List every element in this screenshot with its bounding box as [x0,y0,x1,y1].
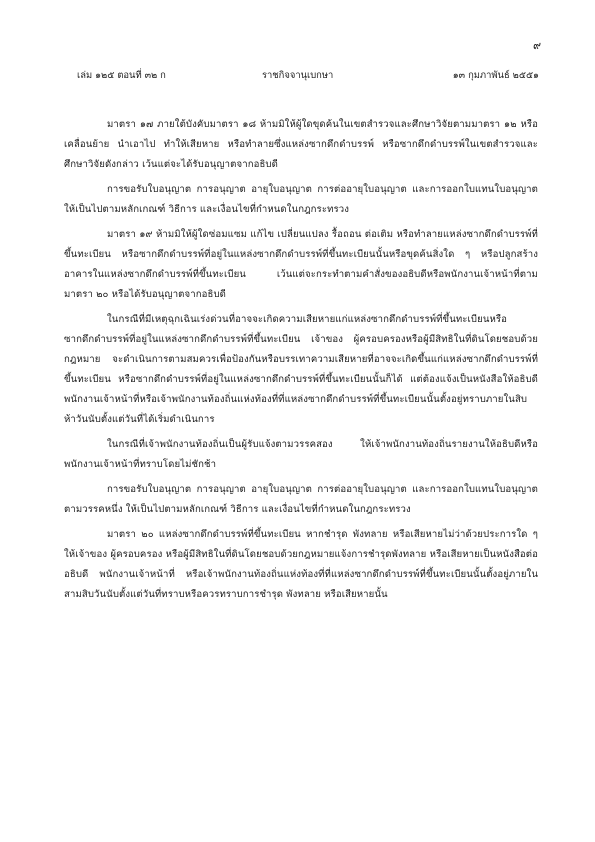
gazette-title: ราชกิจจานุเบกษา [262,70,334,81]
section-19-paragraph: มาตรา ๑๙ ห้ามมิให้ผู้ใดซ่อมแซม แก้ไข เปลี่ยนแปลง รื้อถอน ต่อเติม หรือทำลายแหล่งซากดึกดำบรรพ์ที่ขึ้นทะเบียน หรือซากดึกดำบรรพ์ที่อยู่ในแหล่งซากดึกดำบรรพ์ที่ขึ้นทะเบียนนั้นหรือขุดค้นสิ่งใด ๆ หรือปลูกสร้างอาคารในแหล่งซากดึกดำบรรพ์ที่ขึ้นทะเบียน เว้นแต่จะกระทำตามคำสั่งของอธิบดีหรือพนักงานเจ้าหน้าที่ตามมาตรา ๒๐ หรือได้รับอนุญาตจากอธิบดี [64,229,538,300]
gazette-header [77,68,539,84]
issue-number: เล่ม ๑๒๕ ตอนที่ ๓๒ ก [77,70,166,81]
publication-date: ๑๓ กุมภาพันธ์ ๒๕๕๑ [452,70,539,81]
section-17-paragraph: มาตรา ๑๗ ภายใต้บังคับมาตรา ๑๘ ห้ามมิให้ผู้ใดขุดค้นในเขตสำรวจและศึกษาวิจัยตามมาตรา ๑๒ หรือเคลื่อนย้าย นำเอาไป ทำให้เสียหาย หรือทำลายซึ่งแหล่งซากดึกดำบรรพ์ หรือซากดึกดำบรรพ์ในเขตสำรวจและศึกษาวิจัยดังกล่าว เว้นแต่จะได้รับอนุญาตจากอธิบดี [64,119,538,170]
section-19-license-paragraph: การขอรับใบอนุญาต การอนุญาต อายุใบอนุญาต การต่ออายุใบอนุญาต และการออกใบแทนใบอนุญาตตามวรรคหนึ่ง ให้เป็นไปตามหลักเกณฑ์ วิธีการ และเงื่อนไขที่กำหนดในกฎกระทรวง [64,484,538,515]
section-17-license-paragraph: การขอรับใบอนุญาต การอนุญาต อายุใบอนุญาต การต่ออายุใบอนุญาต และการออกใบแทนใบอนุญาต ให้เป็นไปตามหลักเกณฑ์ วิธีการ และเงื่อนไขที่กำหนดในกฎกระทรวง [64,184,538,215]
emergency-paragraph: ในกรณีที่มีเหตุฉุกเฉินเร่งด่วนที่อาจจะเกิดความเสียหายแก่แหล่งซากดึกดำบรรพ์ที่ขึ้นทะเบียนหรือซากดึกดำบรรพ์ที่อยู่ในแหล่งซากดึกดำบรรพ์ที่ขึ้นทะเบียน เจ้าของ ผู้ครอบครองหรือผู้มีสิทธิในที่ดินโดยชอบด้วยกฎหมาย จะดำเนินการตามสมควรเพื่อป้องกันหรือบรรเทาความเสียหายที่อาจจะเกิดขึ้นแก่แหล่งซากดึกดำบรรพ์ที่ขึ้นทะเบียน หรือซากดึกดำบรรพ์ที่อยู่ในแหล่งซากดึกดำบรรพ์ที่ขึ้นทะเบียนนั้นก็ได้ แต่ต้องแจ้งเป็นหนังสือให้อธิบดี พนักงานเจ้าหน้าที่หรือเจ้าพนักงานท้องถิ่นแห่งท้องที่ที่แหล่งซากดึกดำบรรพ์ที่ขึ้นทะเบียนนั้นตั้งอยู่ทราบภายในสิบห้าวันนับตั้งแต่วันที่ได้เริ่มดำเนินการ [64,314,538,425]
section-20-paragraph: มาตรา ๒๐ แหล่งซากดึกดำบรรพ์ที่ขึ้นทะเบียน หากชำรุด พังทลาย หรือเสียหายไม่ว่าด้วยประการใด ๆ ให้เจ้าของ ผู้ครอบครอง หรือผู้มีสิทธิในที่ดินโดยชอบด้วยกฎหมายแจ้งการชำรุดพังทลาย หรือเสียหายเป็นหนังสือต่ออธิบดี พนักงานเจ้าหน้าที่ หรือเจ้าพนักงานท้องถิ่นแห่งท้องที่ที่แหล่งซากดึกดำบรรพ์ที่ขึ้นทะเบียนนั้นตั้งอยู่ภายในสามสิบวันนับตั้งแต่วันที่ทราบหรือควรทราบการชำรุด พังทลาย หรือเสียหายนั้น [64,529,538,600]
page-number: ๙ [533,39,542,52]
local-officer-paragraph: ในกรณีที่เจ้าพนักงานท้องถิ่นเป็นผู้รับแจ้งตามวรรคสอง ให้เจ้าพนักงานท้องถิ่นรายงานให้อธิบดีหรือพนักงานเจ้าหน้าที่ทราบโดยไม่ชักช้า [64,439,538,470]
document-body [64,115,538,610]
